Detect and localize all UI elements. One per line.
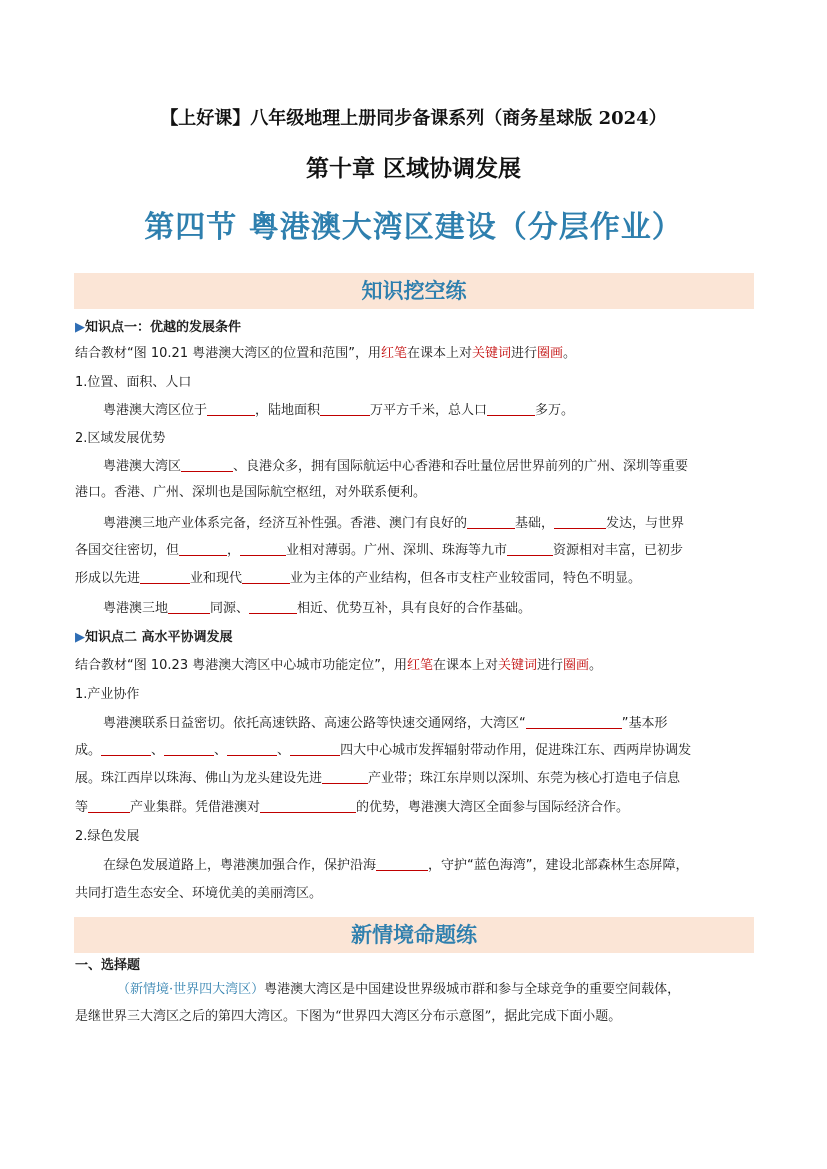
text-run: 成。: [75, 743, 102, 758]
text-run: 粤港澳大湾区: [103, 459, 182, 474]
text-run: 业和现代: [190, 571, 243, 586]
red-pen-keyword: 红笔: [380, 346, 407, 361]
text-run: ”基本形: [621, 716, 668, 731]
banner-new-context-practice: 新情境命题练: [74, 917, 754, 953]
circle-keyword: 圈画: [563, 658, 590, 673]
text-run: 粤港澳联系日益密切。依托高速铁路、高速公路等快速交通网络，大湾区“: [103, 716, 526, 731]
text-run: 展。珠江西岸以珠海、佛山为龙头建设先进: [75, 771, 323, 786]
kp2-subheading-industry: 1.产业协作: [75, 687, 140, 702]
fill-blank[interactable]: [249, 599, 297, 614]
kp2-instruction: [75, 656, 755, 676]
kp2-intro-text: 。: [589, 658, 603, 673]
kp1-subheading-advantages: 2.区域发展优势: [75, 431, 166, 446]
separator: 、: [151, 743, 165, 758]
fill-blank[interactable]: [260, 798, 356, 813]
kp2-industry-line4: [75, 798, 755, 818]
question-intro-line2: 是继世界三大湾区之后的第四大湾区。下图为“世界四大湾区分布示意图”，据此完成下面小题。: [75, 1009, 622, 1024]
separator: 、: [214, 743, 228, 758]
kp1-industry-line2: [75, 541, 755, 561]
kp1-title: 知识点一：优越的发展条件: [85, 320, 242, 335]
text-run: 等: [75, 800, 89, 815]
text-run: 发达，与世界: [606, 516, 685, 531]
text-run: 各国交往密切，但: [75, 543, 180, 558]
kp1-location-paragraph: [103, 401, 783, 421]
separator: 、: [277, 743, 291, 758]
kp1-advantages-line1: [103, 457, 783, 477]
kp1-subheading-location: 1.位置、面积、人口: [75, 375, 192, 390]
new-context-tag: （新情境·世界四大湾区）: [117, 982, 265, 997]
kp1-instruction: [75, 344, 755, 364]
keyword-highlight: 关键词: [471, 346, 511, 361]
triangle-marker-icon: ▶: [75, 630, 85, 645]
fill-blank[interactable]: [140, 569, 190, 584]
fill-blank[interactable]: [376, 856, 428, 871]
text-run: 在绿色发展道路上，粤港澳加强合作，保护沿海: [103, 858, 377, 873]
multiple-choice-heading: 一、选择题: [75, 958, 141, 973]
text-run: 粤港澳大湾区是中国建设世界级城市群和参与全球竞争的重要空间载体，: [264, 982, 681, 997]
fill-blank[interactable]: [227, 741, 277, 756]
keyword-highlight: 关键词: [497, 658, 537, 673]
kp1-heading: [75, 318, 755, 338]
kp2-intro-text: 结合教材“图 10.23 粤港澳大湾区中心城市功能定位”，用: [75, 658, 407, 673]
section-title: 第四节 粤港澳大湾区建设（分层作业）: [144, 210, 683, 245]
text-run: ，守护“蓝色海湾”，建设北部森林生态屏障，: [428, 858, 689, 873]
text-run: 业相对薄弱。广州、深圳、珠海等九市: [286, 543, 508, 558]
kp2-heading: [75, 628, 755, 648]
fill-blank[interactable]: [290, 741, 340, 756]
text-run: 、良港众多，拥有国际航运中心香港和吞吐量位居世界前列的广州、深圳等重要: [233, 459, 689, 474]
kp2-intro-text: 在课本上对: [432, 658, 498, 673]
text-run: 多万。: [535, 403, 575, 418]
series-title: 【上好课】八年级地理上册同步备课系列（商务星球版 2024）: [160, 108, 667, 129]
chapter-title: 第十章 区域协调发展: [305, 156, 521, 182]
question-intro-line1: [117, 980, 680, 1000]
kp2-title: 知识点二 高水平协调发展: [85, 630, 233, 645]
kp1-industry-line3: [75, 569, 755, 589]
text-run: ，: [227, 543, 241, 558]
text-run: 产业集群。凭借港澳对: [130, 800, 261, 815]
kp1-intro-text: 在课本上对: [406, 346, 472, 361]
fill-blank[interactable]: [88, 798, 130, 813]
fill-blank[interactable]: [101, 741, 151, 756]
fill-blank[interactable]: [179, 541, 227, 556]
kp1-intro-text: 结合教材“图 10.21 粤港澳大湾区的位置和范围”，用: [75, 346, 381, 361]
fill-blank[interactable]: [168, 599, 210, 614]
text-run: ，陆地面积: [255, 403, 321, 418]
kp2-subheading-green: 2.绿色发展: [75, 829, 140, 844]
banner-knowledge-practice: 知识挖空练: [74, 273, 754, 309]
text-run: 粤港澳三地产业体系完备，经济互补性强。香港、澳门有良好的: [103, 516, 468, 531]
fill-blank[interactable]: [526, 714, 622, 729]
text-run: 业为主体的产业结构，但各市支柱产业较雷同，特色不明显。: [290, 571, 642, 586]
circle-keyword: 圈画: [537, 346, 564, 361]
text-run: 形成以先进: [75, 571, 141, 586]
kp2-industry-line3: [75, 769, 755, 789]
fill-blank[interactable]: [164, 741, 214, 756]
text-run: 万平方千米，总人口: [370, 403, 488, 418]
text-run: 相近、优势互补，具有良好的合作基础。: [297, 601, 532, 616]
text-run: 粤港澳三地: [103, 601, 169, 616]
kp1-advantages-line2: 港口。香港、广州、深圳也是国际航空枢纽，对外联系便利。: [75, 485, 427, 500]
kp1-intro-text: 。: [563, 346, 577, 361]
kp2-industry-line1: [103, 714, 783, 734]
red-pen-keyword: 红笔: [406, 658, 433, 673]
text-run: 资源相对丰富，已初步: [553, 543, 684, 558]
fill-blank[interactable]: [320, 401, 370, 416]
text-run: 同源、: [210, 601, 250, 616]
text-run: 基础，: [515, 516, 555, 531]
kp1-intro-text: 进行: [511, 346, 538, 361]
text-run: 产业带；珠江东岸则以深圳、东莞为核心打造电子信息: [368, 771, 681, 786]
fill-blank[interactable]: [554, 514, 606, 529]
kp2-green-line1: [103, 856, 783, 876]
fill-blank[interactable]: [181, 457, 233, 472]
fill-blank[interactable]: [487, 401, 535, 416]
fill-blank[interactable]: [242, 569, 290, 584]
fill-blank[interactable]: [467, 514, 515, 529]
fill-blank[interactable]: [507, 541, 553, 556]
text-run: 粤港澳大湾区位于: [103, 403, 208, 418]
fill-blank[interactable]: [322, 769, 368, 784]
kp2-industry-line2: [75, 741, 755, 761]
kp2-green-line2: 共同打造生态安全、环境优美的美丽湾区。: [75, 886, 323, 901]
text-run: 四大中心城市发挥辐射带动作用，促进珠江东、西两岸协调发: [340, 743, 692, 758]
fill-blank[interactable]: [207, 401, 255, 416]
text-run: 的优势，粤港澳大湾区全面参与国际经济合作。: [356, 800, 630, 815]
kp1-culture-line: [103, 599, 783, 619]
triangle-marker-icon: ▶: [75, 320, 85, 335]
kp2-intro-text: 进行: [537, 658, 564, 673]
fill-blank[interactable]: [240, 541, 286, 556]
kp1-industry-line1: [103, 514, 783, 534]
